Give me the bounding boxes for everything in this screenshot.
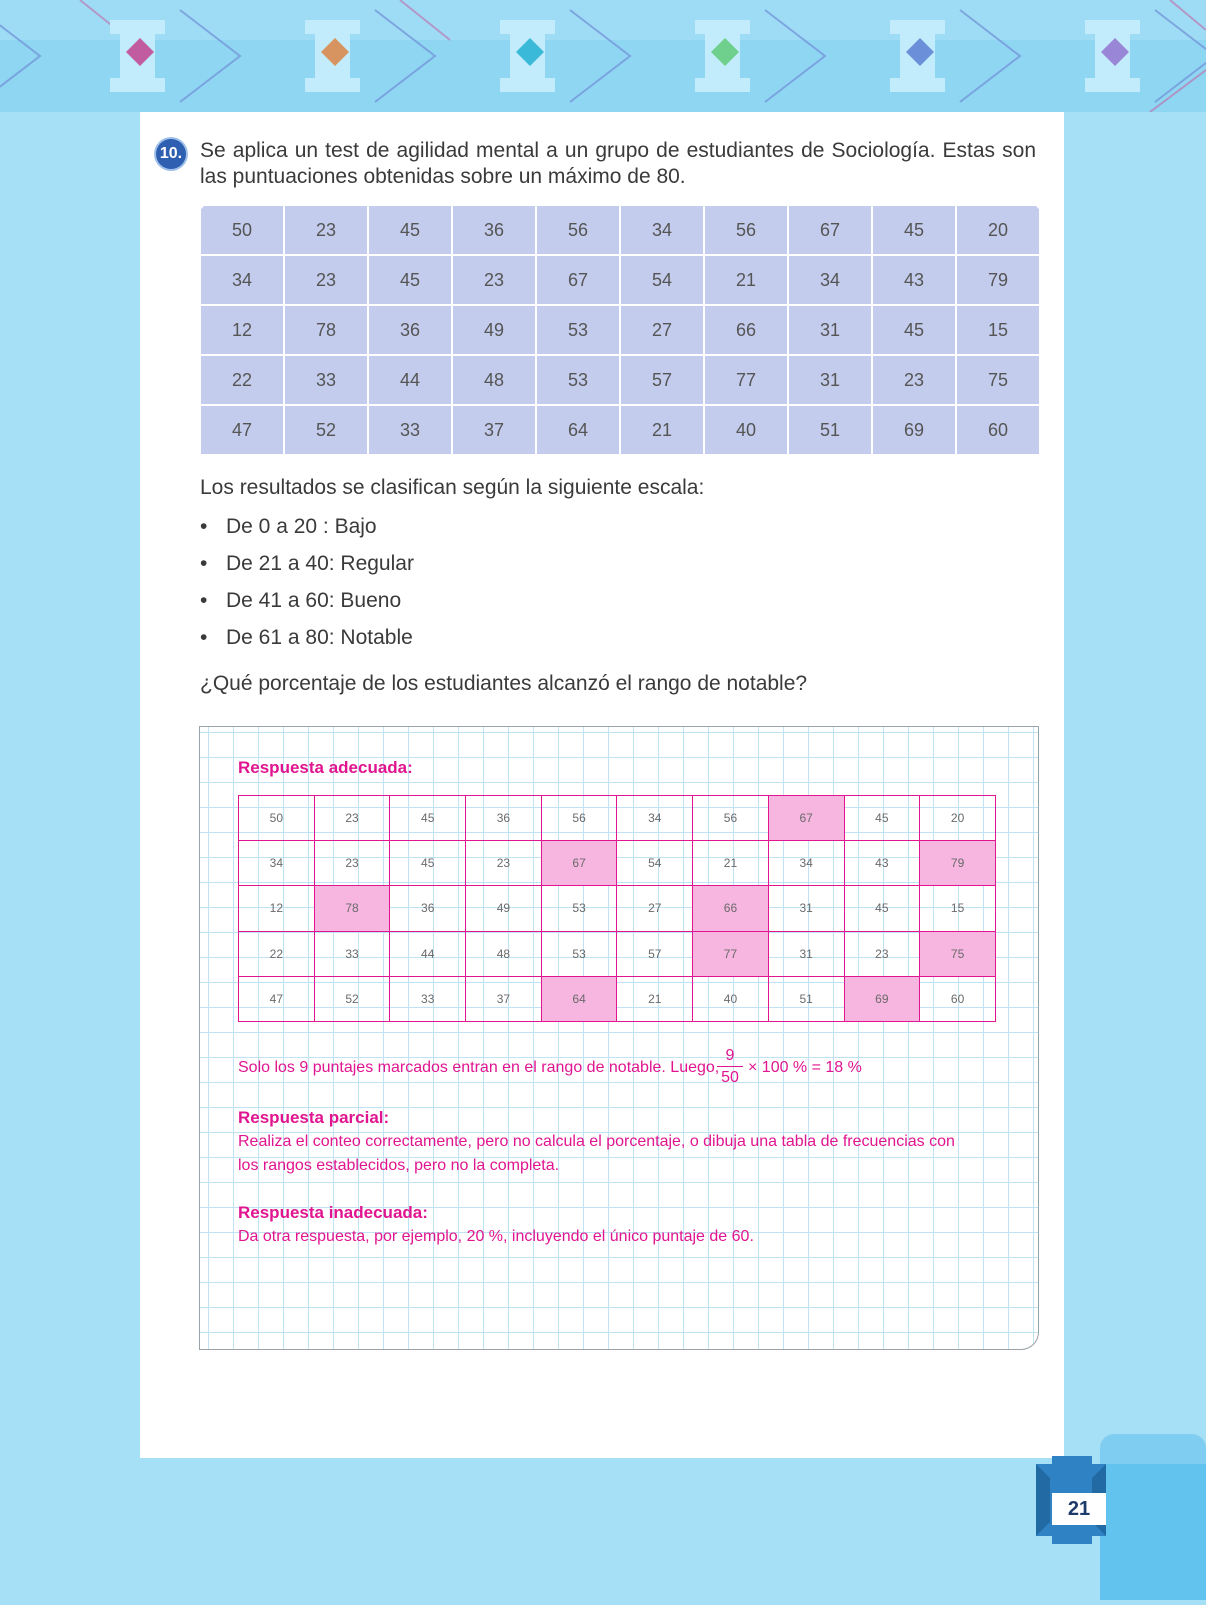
marked-score-cell: 21: [693, 841, 769, 886]
score-cell: 75: [957, 356, 1039, 404]
score-cell: 57: [621, 356, 703, 404]
marked-score-cell: 48: [466, 931, 542, 976]
marked-score-cell: 36: [466, 796, 542, 841]
marked-score-cell: 60: [920, 976, 996, 1021]
score-cell: 22: [201, 356, 283, 404]
fraction: [717, 1046, 743, 1089]
score-cell: 20: [957, 206, 1039, 254]
score-cell: 15: [957, 306, 1039, 354]
table-row: [239, 886, 996, 931]
inadequate-answer-title: Respuesta inadecuada:: [238, 1203, 428, 1222]
scale-item-label: De 61 a 80: Notable: [226, 626, 413, 649]
score-cell: 51: [789, 406, 871, 454]
score-cell: 23: [453, 256, 535, 304]
partial-answer-title: Respuesta parcial:: [238, 1108, 390, 1127]
marked-score-cell: 51: [768, 976, 844, 1021]
scale-item: • De 0 a 20 : Bajo: [200, 515, 377, 538]
score-cell: 36: [453, 206, 535, 254]
solution-text: Solo los 9 puntajes marcados entran en el rango de notable. Luego,: [238, 1059, 720, 1076]
marked-score-cell: 49: [466, 886, 542, 931]
score-cell: 37: [453, 406, 535, 454]
marked-score-cell: 33: [390, 976, 466, 1021]
score-cell: 21: [621, 406, 703, 454]
table-row: [201, 306, 1039, 354]
marked-score-cell: 34: [617, 796, 693, 841]
scale-item-label: De 0 a 20 : Bajo: [226, 515, 377, 538]
marked-score-cell: 66: [693, 886, 769, 931]
partial-answer-text: Realiza el conteo correctamente, pero no calcula el porcentaje, o dibuja una tabla de frecuencias con los rangos establecidos, pero no la completa.: [238, 1133, 955, 1174]
question-prompt: ¿Qué porcentaje de los estudiantes alcanzó el rango de notable?: [200, 672, 808, 695]
scale-item-label: De 21 a 40: Regular: [226, 552, 414, 575]
table-row: [239, 931, 996, 976]
question-number-badge: 10.: [156, 139, 186, 169]
scale-intro: Los resultados se clasifican según la siguiente escala:: [200, 476, 705, 499]
score-cell: 69: [873, 406, 955, 454]
scale-item-label: De 41 a 60: Bueno: [226, 589, 402, 612]
marked-score-cell: 56: [541, 796, 617, 841]
table-row: [201, 256, 1039, 304]
marked-score-cell: 54: [617, 841, 693, 886]
marked-score-cell: 23: [314, 796, 390, 841]
scale-item: • De 41 a 60: Bueno: [200, 589, 402, 612]
marked-score-cell: 47: [239, 976, 315, 1021]
marked-score-cell: 22: [239, 931, 315, 976]
score-cell: 45: [873, 306, 955, 354]
page-number: 21: [1052, 1493, 1106, 1525]
score-cell: 56: [705, 206, 787, 254]
inadequate-answer-text: Da otra respuesta, por ejemplo, 20 %, incluyendo el único puntaje de 60.: [238, 1228, 754, 1245]
solution-result: × 100 % = 18 %: [748, 1059, 862, 1076]
score-cell: 43: [873, 256, 955, 304]
marked-score-cell: 53: [541, 931, 617, 976]
decorative-banner: [0, 0, 1206, 112]
marked-score-cell: 20: [920, 796, 996, 841]
score-cell: 67: [537, 256, 619, 304]
marked-score-cell: 45: [390, 796, 466, 841]
marked-score-cell: 34: [239, 841, 315, 886]
score-cell: 33: [369, 406, 451, 454]
score-cell: 36: [369, 306, 451, 354]
score-cell: 23: [285, 256, 367, 304]
marked-score-cell: 23: [466, 841, 542, 886]
score-cell: 40: [705, 406, 787, 454]
score-cell: 48: [453, 356, 535, 404]
score-cell: 34: [789, 256, 871, 304]
score-cell: 78: [285, 306, 367, 354]
marked-score-cell: 53: [541, 886, 617, 931]
score-cell: 23: [285, 206, 367, 254]
scores-table: [199, 204, 1041, 456]
marked-score-cell: 31: [768, 886, 844, 931]
marked-score-cell: 67: [768, 796, 844, 841]
table-row: [201, 206, 1039, 254]
marked-score-cell: 56: [693, 796, 769, 841]
score-cell: 44: [369, 356, 451, 404]
score-cell: 52: [285, 406, 367, 454]
score-cell: 53: [537, 306, 619, 354]
table-row: [239, 976, 996, 1021]
table-row: [201, 406, 1039, 454]
score-cell: 47: [201, 406, 283, 454]
marked-score-cell: 23: [844, 931, 920, 976]
marked-score-cell: 12: [239, 886, 315, 931]
marked-score-cell: 40: [693, 976, 769, 1021]
score-cell: 45: [369, 256, 451, 304]
question-text: Se aplica un test de agilidad mental a un grupo de estudiantes de Sociología. Estas son las puntuaciones obtenidas sobre un máximo de 80.: [200, 139, 1036, 188]
adequate-answer-title: Respuesta adecuada:: [238, 758, 413, 777]
score-cell: 49: [453, 306, 535, 354]
score-cell: 45: [873, 206, 955, 254]
score-cell: 54: [621, 256, 703, 304]
marked-score-cell: 15: [920, 886, 996, 931]
score-cell: 31: [789, 306, 871, 354]
marked-score-cell: 45: [844, 886, 920, 931]
scale-item: • De 61 a 80: Notable: [200, 626, 413, 649]
score-cell: 66: [705, 306, 787, 354]
score-cell: 27: [621, 306, 703, 354]
score-cell: 77: [705, 356, 787, 404]
marked-score-cell: 21: [617, 976, 693, 1021]
score-cell: 50: [201, 206, 283, 254]
marked-score-cell: 45: [844, 796, 920, 841]
marked-score-cell: 64: [541, 976, 617, 1021]
marked-score-cell: 36: [390, 886, 466, 931]
score-cell: 56: [537, 206, 619, 254]
table-row: [239, 841, 996, 886]
marked-score-cell: 23: [314, 841, 390, 886]
marked-score-cell: 31: [768, 931, 844, 976]
marked-score-cell: 50: [239, 796, 315, 841]
marked-score-cell: 34: [768, 841, 844, 886]
score-cell: 23: [873, 356, 955, 404]
marked-score-cell: 57: [617, 931, 693, 976]
scale-list: [200, 512, 414, 660]
table-row: [201, 356, 1039, 404]
marked-score-cell: 33: [314, 931, 390, 976]
marked-score-cell: 77: [693, 931, 769, 976]
fraction-numerator: 9: [725, 1047, 735, 1064]
score-cell: 31: [789, 356, 871, 404]
score-cell: 79: [957, 256, 1039, 304]
table-row: [239, 796, 996, 841]
score-cell: 34: [201, 256, 283, 304]
score-cell: 60: [957, 406, 1039, 454]
scale-item: • De 21 a 40: Regular: [200, 552, 414, 575]
score-cell: 53: [537, 356, 619, 404]
marked-score-cell: 69: [844, 976, 920, 1021]
marked-score-cell: 78: [314, 886, 390, 931]
score-cell: 67: [789, 206, 871, 254]
score-cell: 45: [369, 206, 451, 254]
score-cell: 33: [285, 356, 367, 404]
marked-score-cell: 45: [390, 841, 466, 886]
marked-score-cell: 52: [314, 976, 390, 1021]
marked-scores-table: [238, 795, 996, 1022]
score-cell: 34: [621, 206, 703, 254]
marked-score-cell: 43: [844, 841, 920, 886]
score-cell: 21: [705, 256, 787, 304]
score-cell: 64: [537, 406, 619, 454]
marked-score-cell: 67: [541, 841, 617, 886]
marked-score-cell: 75: [920, 931, 996, 976]
score-cell: 12: [201, 306, 283, 354]
marked-score-cell: 27: [617, 886, 693, 931]
fraction-denominator: 50: [721, 1069, 739, 1086]
marked-score-cell: 79: [920, 841, 996, 886]
marked-score-cell: 44: [390, 931, 466, 976]
marked-score-cell: 37: [466, 976, 542, 1021]
